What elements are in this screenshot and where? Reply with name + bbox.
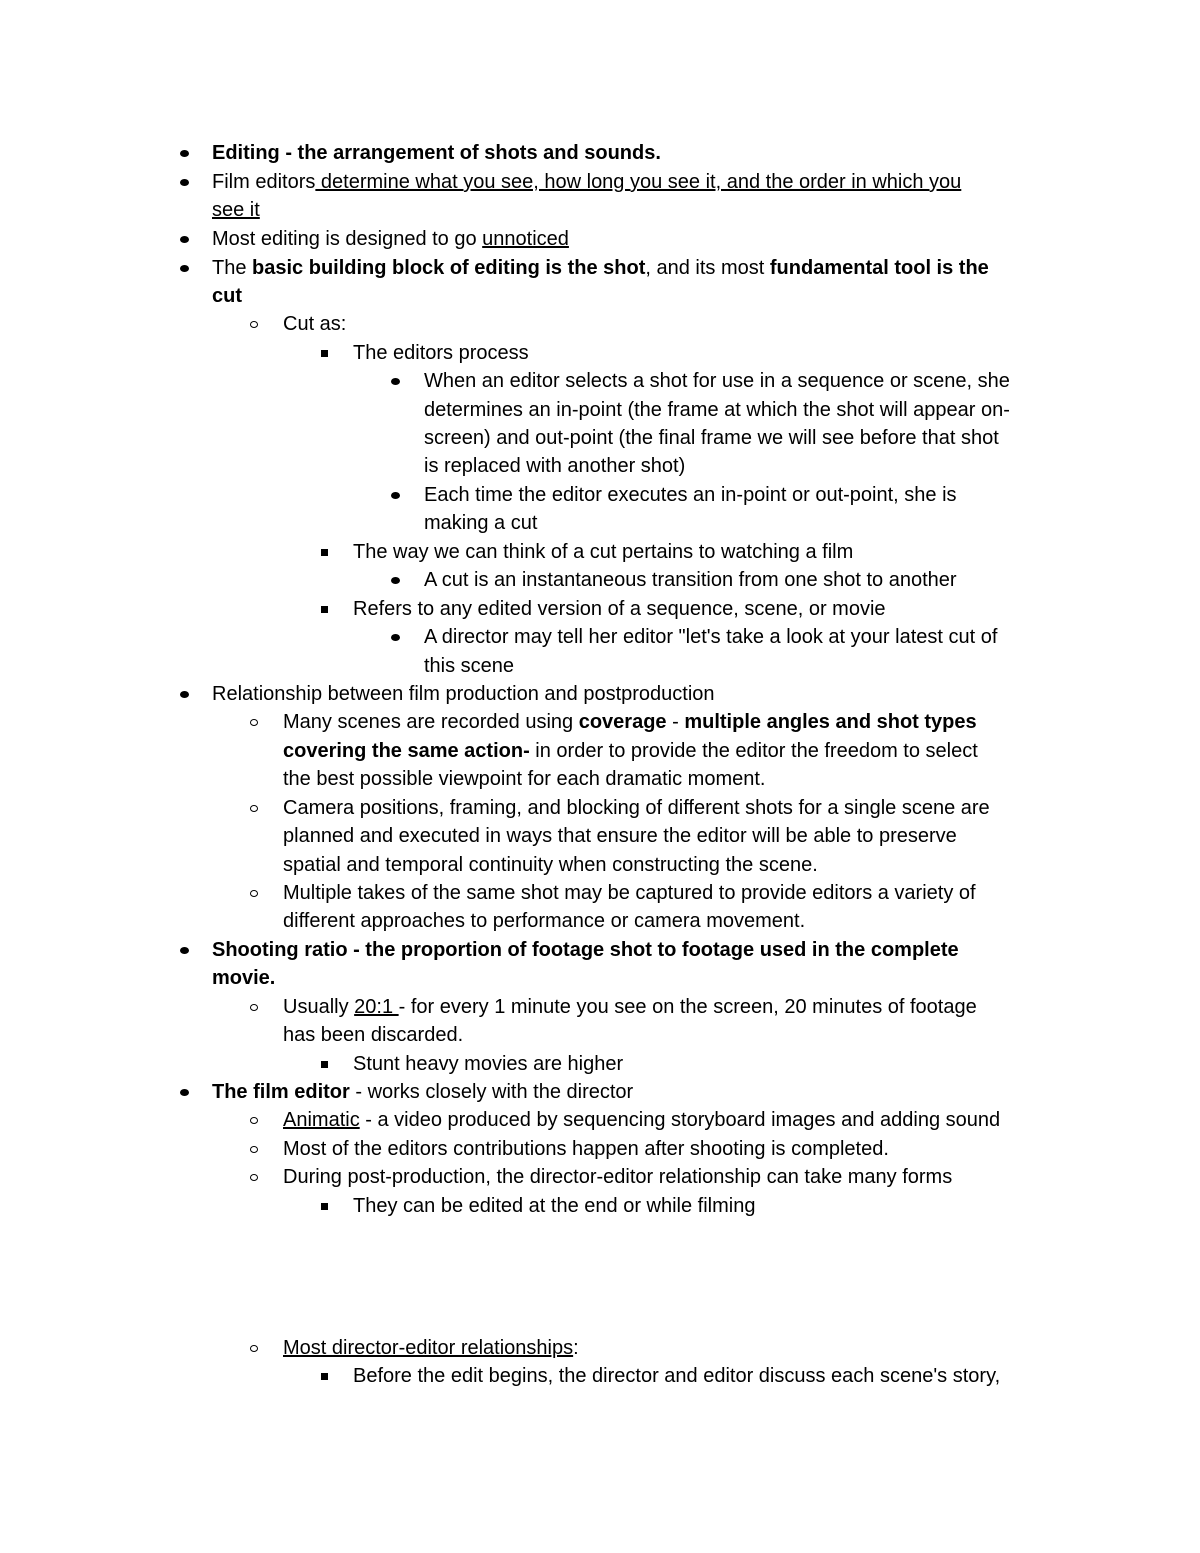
text-run: screen) and out-point (the final frame we will see before that shot — [424, 427, 999, 449]
text-line — [212, 254, 989, 282]
disc-bullet-icon — [391, 577, 400, 584]
text-line — [283, 822, 957, 850]
disc-bullet-icon — [180, 1089, 189, 1096]
text-line — [283, 1135, 889, 1163]
text-line — [424, 396, 1010, 424]
text-line — [353, 1362, 1000, 1390]
text-line — [212, 1078, 633, 1106]
disc-bullet-icon — [391, 492, 400, 499]
text-run: spatial and temporal continuity when constructing the scene. — [283, 854, 818, 876]
square-bullet-icon — [321, 606, 328, 613]
text-run: - a video produced by sequencing storyboard images and adding sound — [359, 1109, 1001, 1131]
text-run: in order to provide the editor the freedom to select — [529, 740, 978, 762]
bold-text: The film editor — [212, 1081, 350, 1103]
disc-bullet-icon — [180, 150, 189, 157]
bold-text: movie. — [212, 967, 276, 989]
bold-text: multiple angles and shot types — [684, 711, 977, 733]
square-bullet-icon — [321, 549, 328, 556]
text-run: different approaches to performance or camera movement. — [283, 910, 806, 932]
disc-bullet-icon — [180, 179, 189, 186]
text-line — [424, 367, 1010, 395]
text-line — [353, 1192, 755, 1220]
text-run: is replaced with another shot) — [424, 455, 686, 477]
bold-text: cut — [212, 285, 242, 307]
circle-bullet-icon — [250, 719, 258, 726]
bold-text: coverage — [578, 711, 667, 733]
text-run: determines an in-point (the frame at which the shot will appear on- — [424, 399, 1010, 421]
text-run: - for every 1 minute you see on the screen, 20 minutes of footage — [398, 996, 977, 1018]
text-run: has been discarded. — [283, 1024, 464, 1046]
disc-bullet-icon — [180, 265, 189, 272]
circle-bullet-icon — [250, 890, 258, 897]
disc-bullet-icon — [180, 691, 189, 698]
text-run: A cut is an instantaneous transition from one shot to another — [424, 569, 957, 591]
text-line — [283, 1334, 579, 1362]
square-bullet-icon — [321, 1061, 328, 1068]
circle-bullet-icon — [250, 1117, 258, 1124]
text-run: Each time the editor executes an in-point or out-point, she is — [424, 484, 957, 506]
text-line — [283, 765, 765, 793]
text-line — [283, 310, 346, 338]
text-run: When an editor selects a shot for use in a sequence or scene, she — [424, 370, 1010, 392]
text-run: Usually — [283, 996, 355, 1018]
text-line — [283, 907, 805, 935]
text-run: , and its most — [645, 257, 770, 279]
text-run: During post-production, the director-editor relationship can take many forms — [283, 1166, 953, 1188]
text-run: Film editors — [212, 171, 316, 193]
text-line — [424, 481, 957, 509]
circle-bullet-icon — [250, 1004, 258, 1011]
text-run: : — [573, 1337, 579, 1359]
text-line — [424, 424, 999, 452]
text-run: - — [666, 711, 685, 733]
circle-bullet-icon — [250, 805, 258, 812]
text-line — [353, 339, 529, 367]
text-run: Refers to any edited version of a sequence, scene, or movie — [353, 598, 886, 620]
disc-bullet-icon — [180, 947, 189, 954]
text-line — [283, 794, 990, 822]
underlined-text: 20:1 — [354, 996, 399, 1018]
bold-text: fundamental tool is the — [769, 257, 989, 279]
text-line — [353, 538, 853, 566]
disc-bullet-icon — [180, 236, 189, 243]
text-run: The way we can think of a cut pertains to watching a film — [353, 541, 854, 563]
text-line — [424, 623, 997, 651]
text-run: Camera positions, framing, and blocking of different shots for a single scene are — [283, 797, 990, 819]
square-bullet-icon — [321, 1203, 328, 1210]
text-line — [212, 225, 569, 253]
bold-text: covering the same action- — [283, 740, 530, 762]
text-run: Cut as: — [283, 313, 347, 335]
bold-text: Shooting ratio - the proportion of footage shot to footage used in the complete — [212, 939, 959, 961]
underlined-text: Most director-editor relationships — [283, 1337, 574, 1359]
text-run: Before the edit begins, the director and editor discuss each scene's story, — [353, 1365, 1001, 1387]
circle-bullet-icon — [250, 321, 258, 328]
underlined-text: determine what you see, how long you see it, and the order in which you — [315, 171, 962, 193]
disc-bullet-icon — [391, 634, 400, 641]
text-line — [283, 708, 977, 736]
square-bullet-icon — [321, 350, 328, 357]
circle-bullet-icon — [250, 1345, 258, 1352]
text-line — [212, 168, 961, 196]
disc-bullet-icon — [391, 378, 400, 385]
text-run: Many scenes are recorded using — [283, 711, 579, 733]
text-run: Multiple takes of the same shot may be captured to provide editors a variety of — [283, 882, 976, 904]
text-line — [424, 509, 537, 537]
text-line — [424, 452, 685, 480]
text-line — [212, 196, 260, 224]
text-line — [424, 566, 957, 594]
text-line — [283, 993, 977, 1021]
circle-bullet-icon — [250, 1174, 258, 1181]
text-run: Relationship between film production and postproduction — [212, 683, 715, 705]
text-line — [212, 964, 275, 992]
bold-text: Editing - the arrangement of shots and sounds. — [212, 142, 661, 164]
text-line — [283, 851, 818, 879]
underlined-text: see it — [212, 199, 260, 221]
text-line — [212, 282, 242, 310]
text-run: - works closely with the director — [349, 1081, 634, 1103]
text-run: A director may tell her editor "let's take a look at your latest cut of — [424, 626, 998, 648]
square-bullet-icon — [321, 1373, 328, 1380]
text-line — [283, 1163, 952, 1191]
text-run: the best possible viewpoint for each dramatic moment. — [283, 768, 766, 790]
bold-text: basic building block of editing is the shot — [252, 257, 646, 279]
underlined-text: unnoticed — [482, 228, 569, 250]
text-line — [424, 652, 514, 680]
text-line — [353, 1050, 623, 1078]
text-line — [283, 737, 978, 765]
circle-bullet-icon — [250, 1146, 258, 1153]
text-line — [283, 879, 976, 907]
text-run: They can be edited at the end or while filming — [353, 1195, 756, 1217]
text-line — [283, 1021, 463, 1049]
text-run: Stunt heavy movies are higher — [353, 1053, 624, 1075]
text-line — [212, 680, 715, 708]
text-line — [353, 595, 886, 623]
text-run: Most editing is designed to go — [212, 228, 483, 250]
text-line — [212, 139, 661, 167]
text-run: planned and executed in ways that ensure the editor will be able to preserve — [283, 825, 957, 847]
underlined-text: Animatic — [283, 1109, 360, 1131]
text-run: this scene — [424, 655, 515, 677]
text-line — [283, 1106, 1000, 1134]
text-run: Most of the editors contributions happen after shooting is completed. — [283, 1138, 889, 1160]
text-run: making a cut — [424, 512, 538, 534]
text-run: The — [212, 257, 253, 279]
text-run: The editors process — [353, 342, 529, 364]
text-line — [212, 936, 959, 964]
